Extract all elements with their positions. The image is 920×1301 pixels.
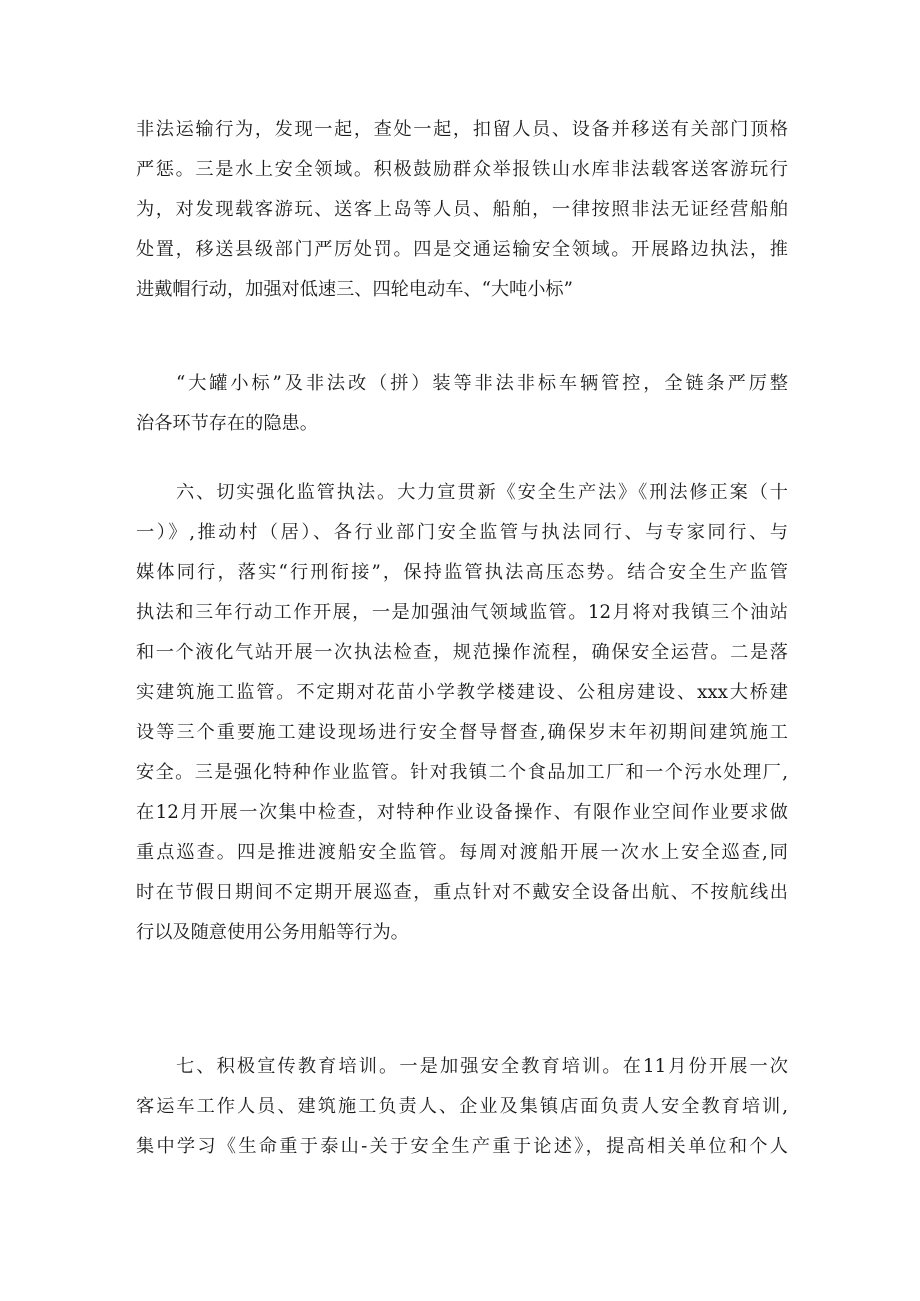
text-line: 六、切实强化监管执法。大力宣贯新《安全生产法》《刑法修正案（十 <box>176 482 788 503</box>
text-line: 时在节假日期间不定期开展巡查，重点针对不戴安全设备出航、不按航线出 <box>136 882 788 903</box>
text-line: 非法运输行为，发现一起，查处一起，扣留人员、设备并移送有关部门顶格 <box>136 119 788 140</box>
text-line: 一）》,推动村（居）、各行业部门安全监管与执法同行、与专家同行、与 <box>136 522 788 543</box>
text-line: 重点巡查。四是推进渡船安全监管。每周对渡船开展一次水上安全巡查,同 <box>136 842 788 863</box>
text-line: “大罐小标”及非法改（拼）装等非法非标车辆管控，全链条严厉整 <box>176 373 788 394</box>
text-line: 安全。三是强化特种作业监管。针对我镇二个食品加工厂和一个污水处理厂, <box>136 762 788 783</box>
text-line: 进戴帽行动，加强对低速三、四轮电动车、“大吨小标” <box>136 279 573 300</box>
text-line: 行以及随意使用公务用船等行为。 <box>136 922 409 943</box>
text-line: 和一个液化气站开展一次执法检查，规范操作流程，确保安全运营。二是落 <box>136 642 788 663</box>
paragraph-section-seven <box>136 1047 788 1167</box>
text-line: 七、积极宣传教育培训。一是加强安全教育培训。在11月份开展一次 <box>176 1056 788 1077</box>
paragraph-section-six <box>136 473 788 953</box>
text-line: 执法和三年行动工作开展，一是加强油气领域监管。12月将对我镇三个油站 <box>136 602 788 623</box>
text-line: 在12月开展一次集中检查，对特种作业设备操作、有限作业空间作业要求做 <box>136 802 788 823</box>
text-line: 客运车工作人员、建筑施工负责人、企业及集镇店面负责人安全教育培训, <box>136 1096 788 1117</box>
text-line: 严惩。三是水上安全领域。积极鼓励群众举报铁山水库非法载客送客游玩行 <box>136 159 788 180</box>
paragraph-transport-enforcement <box>136 110 788 310</box>
text-line: 治各环节存在的隐患。 <box>136 413 318 434</box>
paragraph-vehicle-control <box>136 364 788 444</box>
text-line: 实建筑施工监管。不定期对花苗小学教学楼建设、公租房建设、xxx大桥建 <box>136 682 788 703</box>
text-line: 为，对发现载客游玩、送客上岛等人员、船舶，一律按照非法无证经营船舶 <box>136 199 788 220</box>
text-line: 处置，移送县级部门严厉处罚。四是交通运输安全领域。开展路边执法，推 <box>136 239 788 260</box>
text-line: 设等三个重要施工建设现场进行安全督导督查,确保岁末年初期间建筑施工 <box>136 722 788 743</box>
text-line: 集中学习《生命重于泰山-关于安全生产重于论述》，提高相关单位和个人 <box>136 1136 788 1157</box>
text-line: 媒体同行，落实“行刑衔接”，保持监管执法高压态势。结合安全生产监管 <box>136 562 788 583</box>
